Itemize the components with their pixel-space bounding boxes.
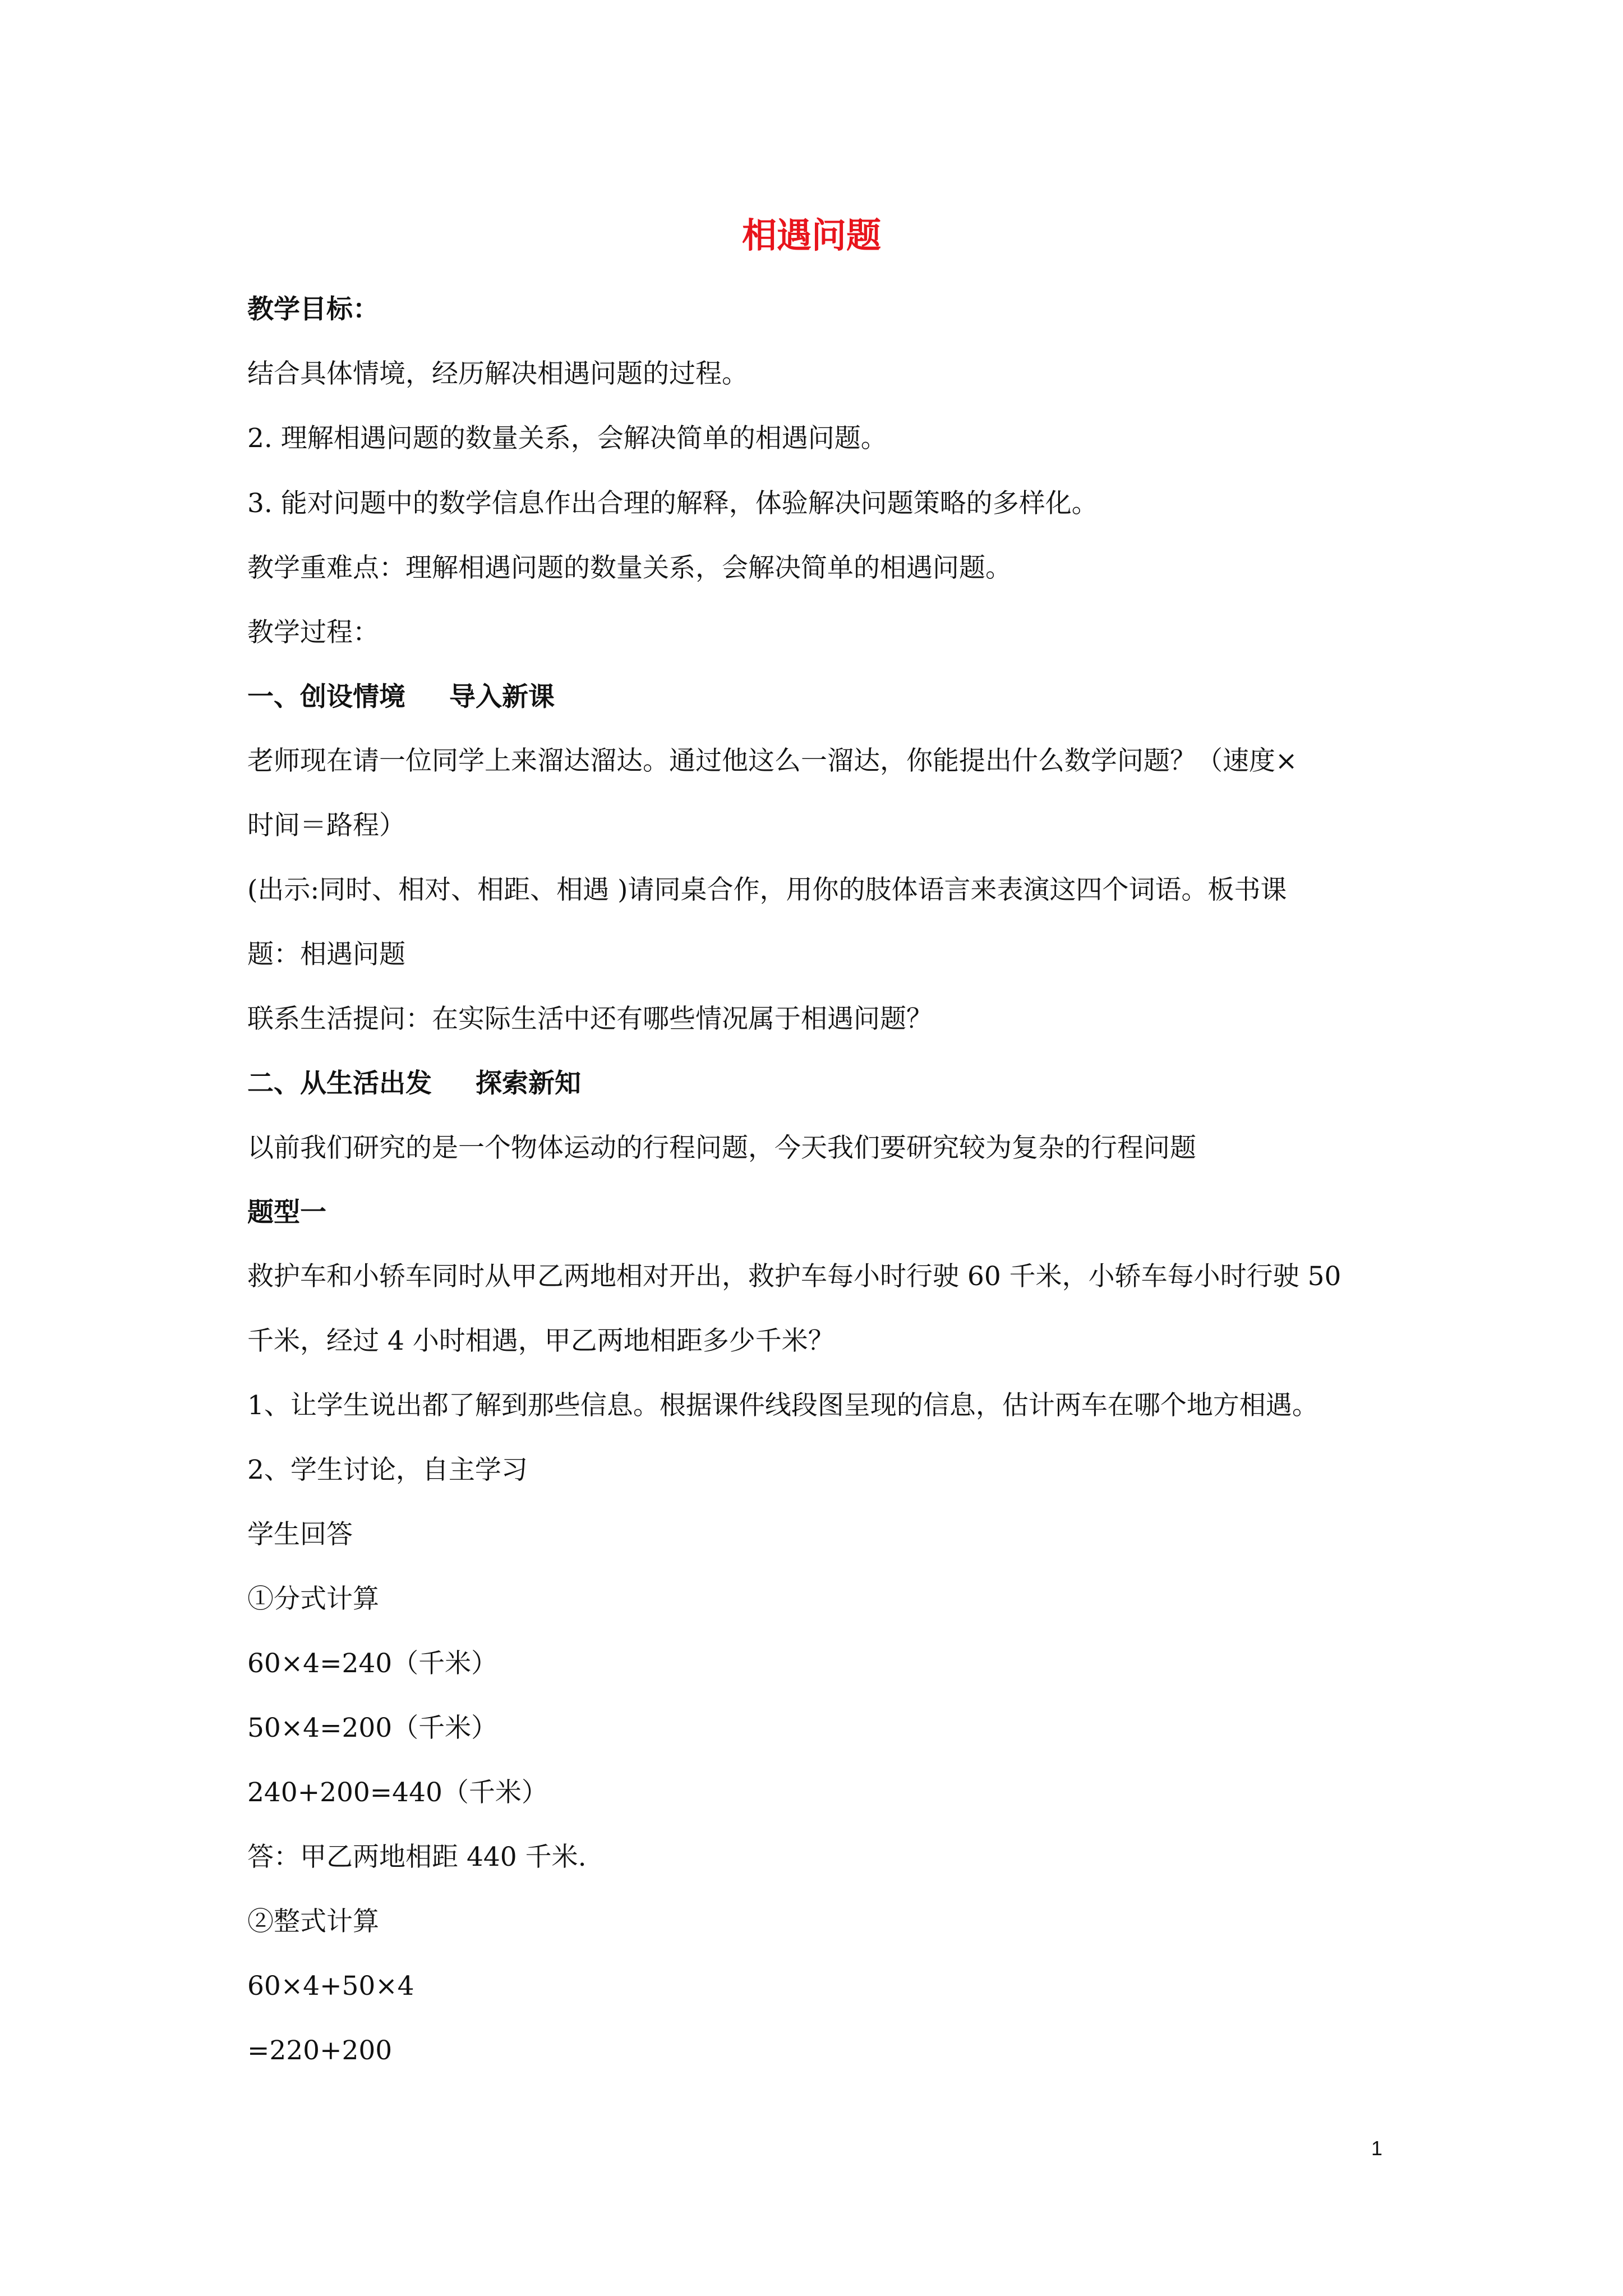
- method-2: ②整式计算: [247, 1906, 379, 1937]
- document-title: 相遇问题: [741, 215, 881, 256]
- step-2: 2、学生讨论，自主学习: [247, 1455, 528, 1485]
- problem-line-2: 千米，经过 4 小时相遇，甲乙两地相距多少千米？: [247, 1326, 834, 1356]
- paragraph-1-line-2: 时间＝路程）: [247, 810, 405, 841]
- method-1: ①分式计算: [247, 1584, 379, 1614]
- paragraph-4: 以前我们研究的是一个物体运动的行程问题，今天我们要研究较为复杂的行程问题: [247, 1133, 1196, 1163]
- calculation-2: 50×4=200（千米）: [247, 1713, 498, 1743]
- objectives-heading: 教学目标：: [247, 294, 379, 325]
- calculation-1: 60×4=240（千米）: [247, 1648, 498, 1679]
- paragraph-1-line-1: 老师现在请一位同学上来溜达溜达。通过他这么一溜达，你能提出什么数学问题？（速度×: [247, 746, 1298, 776]
- calculation-4: 60×4+50×4: [247, 1971, 414, 2001]
- objective-3: 3. 能对问题中的数学信息作出合理的解释，体验解决问题策略的多样化。: [247, 488, 1098, 519]
- section-1-part-b: 导入新课: [449, 682, 555, 712]
- problem-type-heading: 题型一: [247, 1197, 326, 1228]
- section-2-heading: [247, 1066, 581, 1102]
- paragraph-2-line-2: 题：相遇问题: [247, 939, 405, 970]
- student-answer: 学生回答: [247, 1519, 353, 1550]
- calculation-5: =220+200: [247, 2035, 393, 2066]
- key-points: 教学重难点：理解相遇问题的数量关系，会解决简单的相遇问题。: [247, 553, 1012, 583]
- step-1: 1、让学生说出都了解到那些信息。根据课件线段图呈现的信息，估计两车在哪个地方相遇。: [247, 1390, 1318, 1421]
- section-1-part-a: 一、创设情境: [247, 682, 405, 712]
- page-number: 1: [1371, 2137, 1383, 2160]
- answer-line: 答：甲乙两地相距 440 千米.: [247, 1842, 587, 1872]
- problem-line-1: 救护车和小轿车同时从甲乙两地相对开出，救护车每小时行驶 60 千米，小轿车每小时行驶 50: [247, 1261, 1341, 1292]
- calculation-3: 240+200=440（千米）: [247, 1777, 548, 1808]
- section-2-part-b: 探索新知: [476, 1068, 581, 1099]
- objective-1: 结合具体情境，经历解决相遇问题的过程。: [247, 358, 748, 389]
- section-1-heading: [247, 679, 555, 715]
- paragraph-2-line-1: (出示:同时、相对、相距、相遇 )请同桌合作，用你的肢体语言来表演这四个词语。板书课: [247, 875, 1287, 905]
- section-2-part-a: 二、从生活出发: [247, 1068, 432, 1099]
- objective-2: 2. 理解相遇问题的数量关系，会解决简单的相遇问题。: [247, 423, 887, 454]
- paragraph-3: 联系生活提问：在实际生活中还有哪些情况属于相遇问题？: [247, 1004, 933, 1034]
- process-heading: 教学过程：: [247, 617, 379, 648]
